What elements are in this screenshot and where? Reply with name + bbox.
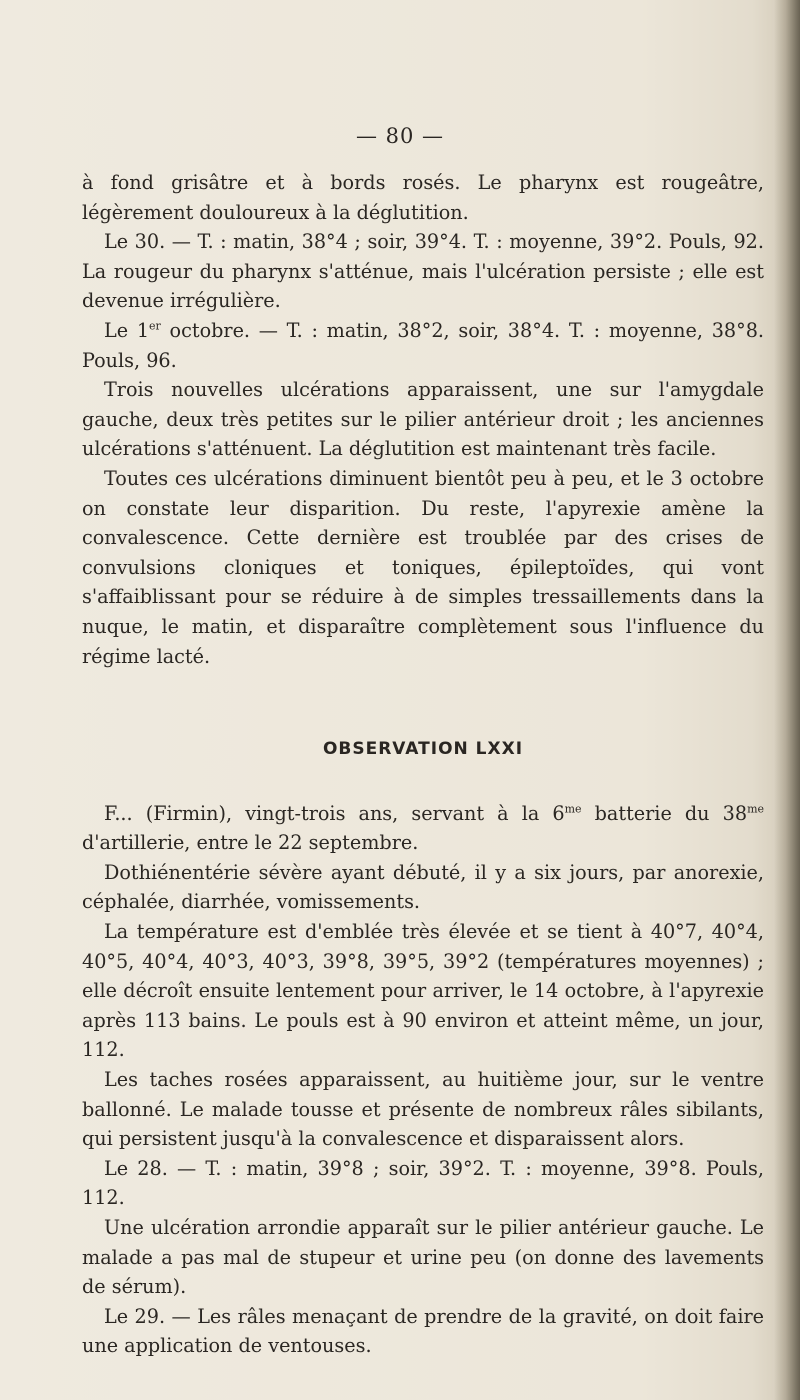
page-edge-shadow: [774, 0, 800, 1400]
paragraph-new-ulcerations: Trois nouvelles ulcérations apparaissent, une sur l'amygdale gauche, deux très petites sur le pilier antérieur droit ; les anciennes ulcérations s'atténuent. La déglutition est maintenant très facile.: [82, 378, 764, 461]
october-superscript: er: [149, 319, 161, 333]
paragraph-temperature: La température est d'emblée très élevée et se tient à 40°7, 40°4, 40°5, 40°4, 40°3, 40°3, 39°8, 39°5, 39°2 (températures moyennes) ; elle décroît ensuite lentement pour arriver, le 14 octobre, à l'apyrexie après 113 bains. Le pouls est à 90 environ et atteint même, un jour, 112.: [82, 920, 764, 1062]
paragraph-onset: Dothiénentérie sévère ayant débuté, il y a six jours, par anorexie, céphalée, diarrhée, vomissements.: [82, 860, 764, 914]
patient-intro-sup1: me: [564, 802, 582, 816]
paragraph-convalescence: Toutes ces ulcérations diminuent bientôt peu à peu, et le 3 octobre on constate leur disparition. Du reste, l'apyrexie amène la convalescence. Cette dernière est troublée par des crises de convulsions cloniques et toniques, épileptoïdes, qui vont s'affaiblissant pour se réduire à de simples tressaillements dans la nuque, le matin, et disparaître complètement sous l'influence du régime lacté.: [82, 466, 764, 668]
patient-intro-sup2: me: [747, 802, 765, 816]
october-rest: octobre. — T. : matin, 38°2, soir, 38°4. T. : moyenne, 38°8. Pouls, 96.: [82, 318, 765, 372]
paragraph-day-29: Le 29. — Les râles menaçant de prendre de la gravité, on doit faire une application de ventouses.: [82, 1304, 764, 1358]
patient-intro-part3: d'artillerie, entre le 22 septembre.: [82, 831, 419, 855]
observation-heading: OBSERVATION LXXI: [322, 739, 524, 760]
paragraph-october-1: [82, 316, 764, 375]
patient-intro-part2: batterie du 38: [581, 801, 748, 825]
patient-intro-part1: F... (Firmin), vingt-trois ans, servant à la 6: [104, 801, 565, 825]
paragraph-patient-intro: [82, 799, 764, 858]
paragraph-continued: à fond grisâtre et à bords rosés. Le pharynx est rougeâtre, légèrement douloureux à la déglutition.: [82, 171, 764, 224]
paragraph-day-28: Le 28. — T. : matin, 39°8 ; soir, 39°2. T. : moyenne, 39°8. Pouls, 112.: [82, 1156, 764, 1210]
paragraph-ulceration-left: Une ulcération arrondie apparaît sur le pilier antérieur gauche. Le malade a pas mal de stupeur et urine peu (on donne des lavements de sérum).: [82, 1216, 764, 1299]
october-prefix: Le 1: [104, 318, 150, 342]
page-number: — 80 —: [355, 124, 445, 148]
paragraph-rose-spots: Les taches rosées apparaissent, au huitième jour, sur le ventre ballonné. Le malade tousse et présente de nombreux râles sibilants, qui persistent jusqu'à la convalescence et disparaissent alors.: [82, 1068, 764, 1151]
paragraph-day-30: Le 30. — T. : matin, 38°4 ; soir, 39°4. T. : moyenne, 39°2. Pouls, 92. La rougeur du pharynx s'atténue, mais l'ulcération persiste ; elle est devenue irrégulière.: [82, 230, 764, 313]
body-text: [82, 168, 764, 1361]
